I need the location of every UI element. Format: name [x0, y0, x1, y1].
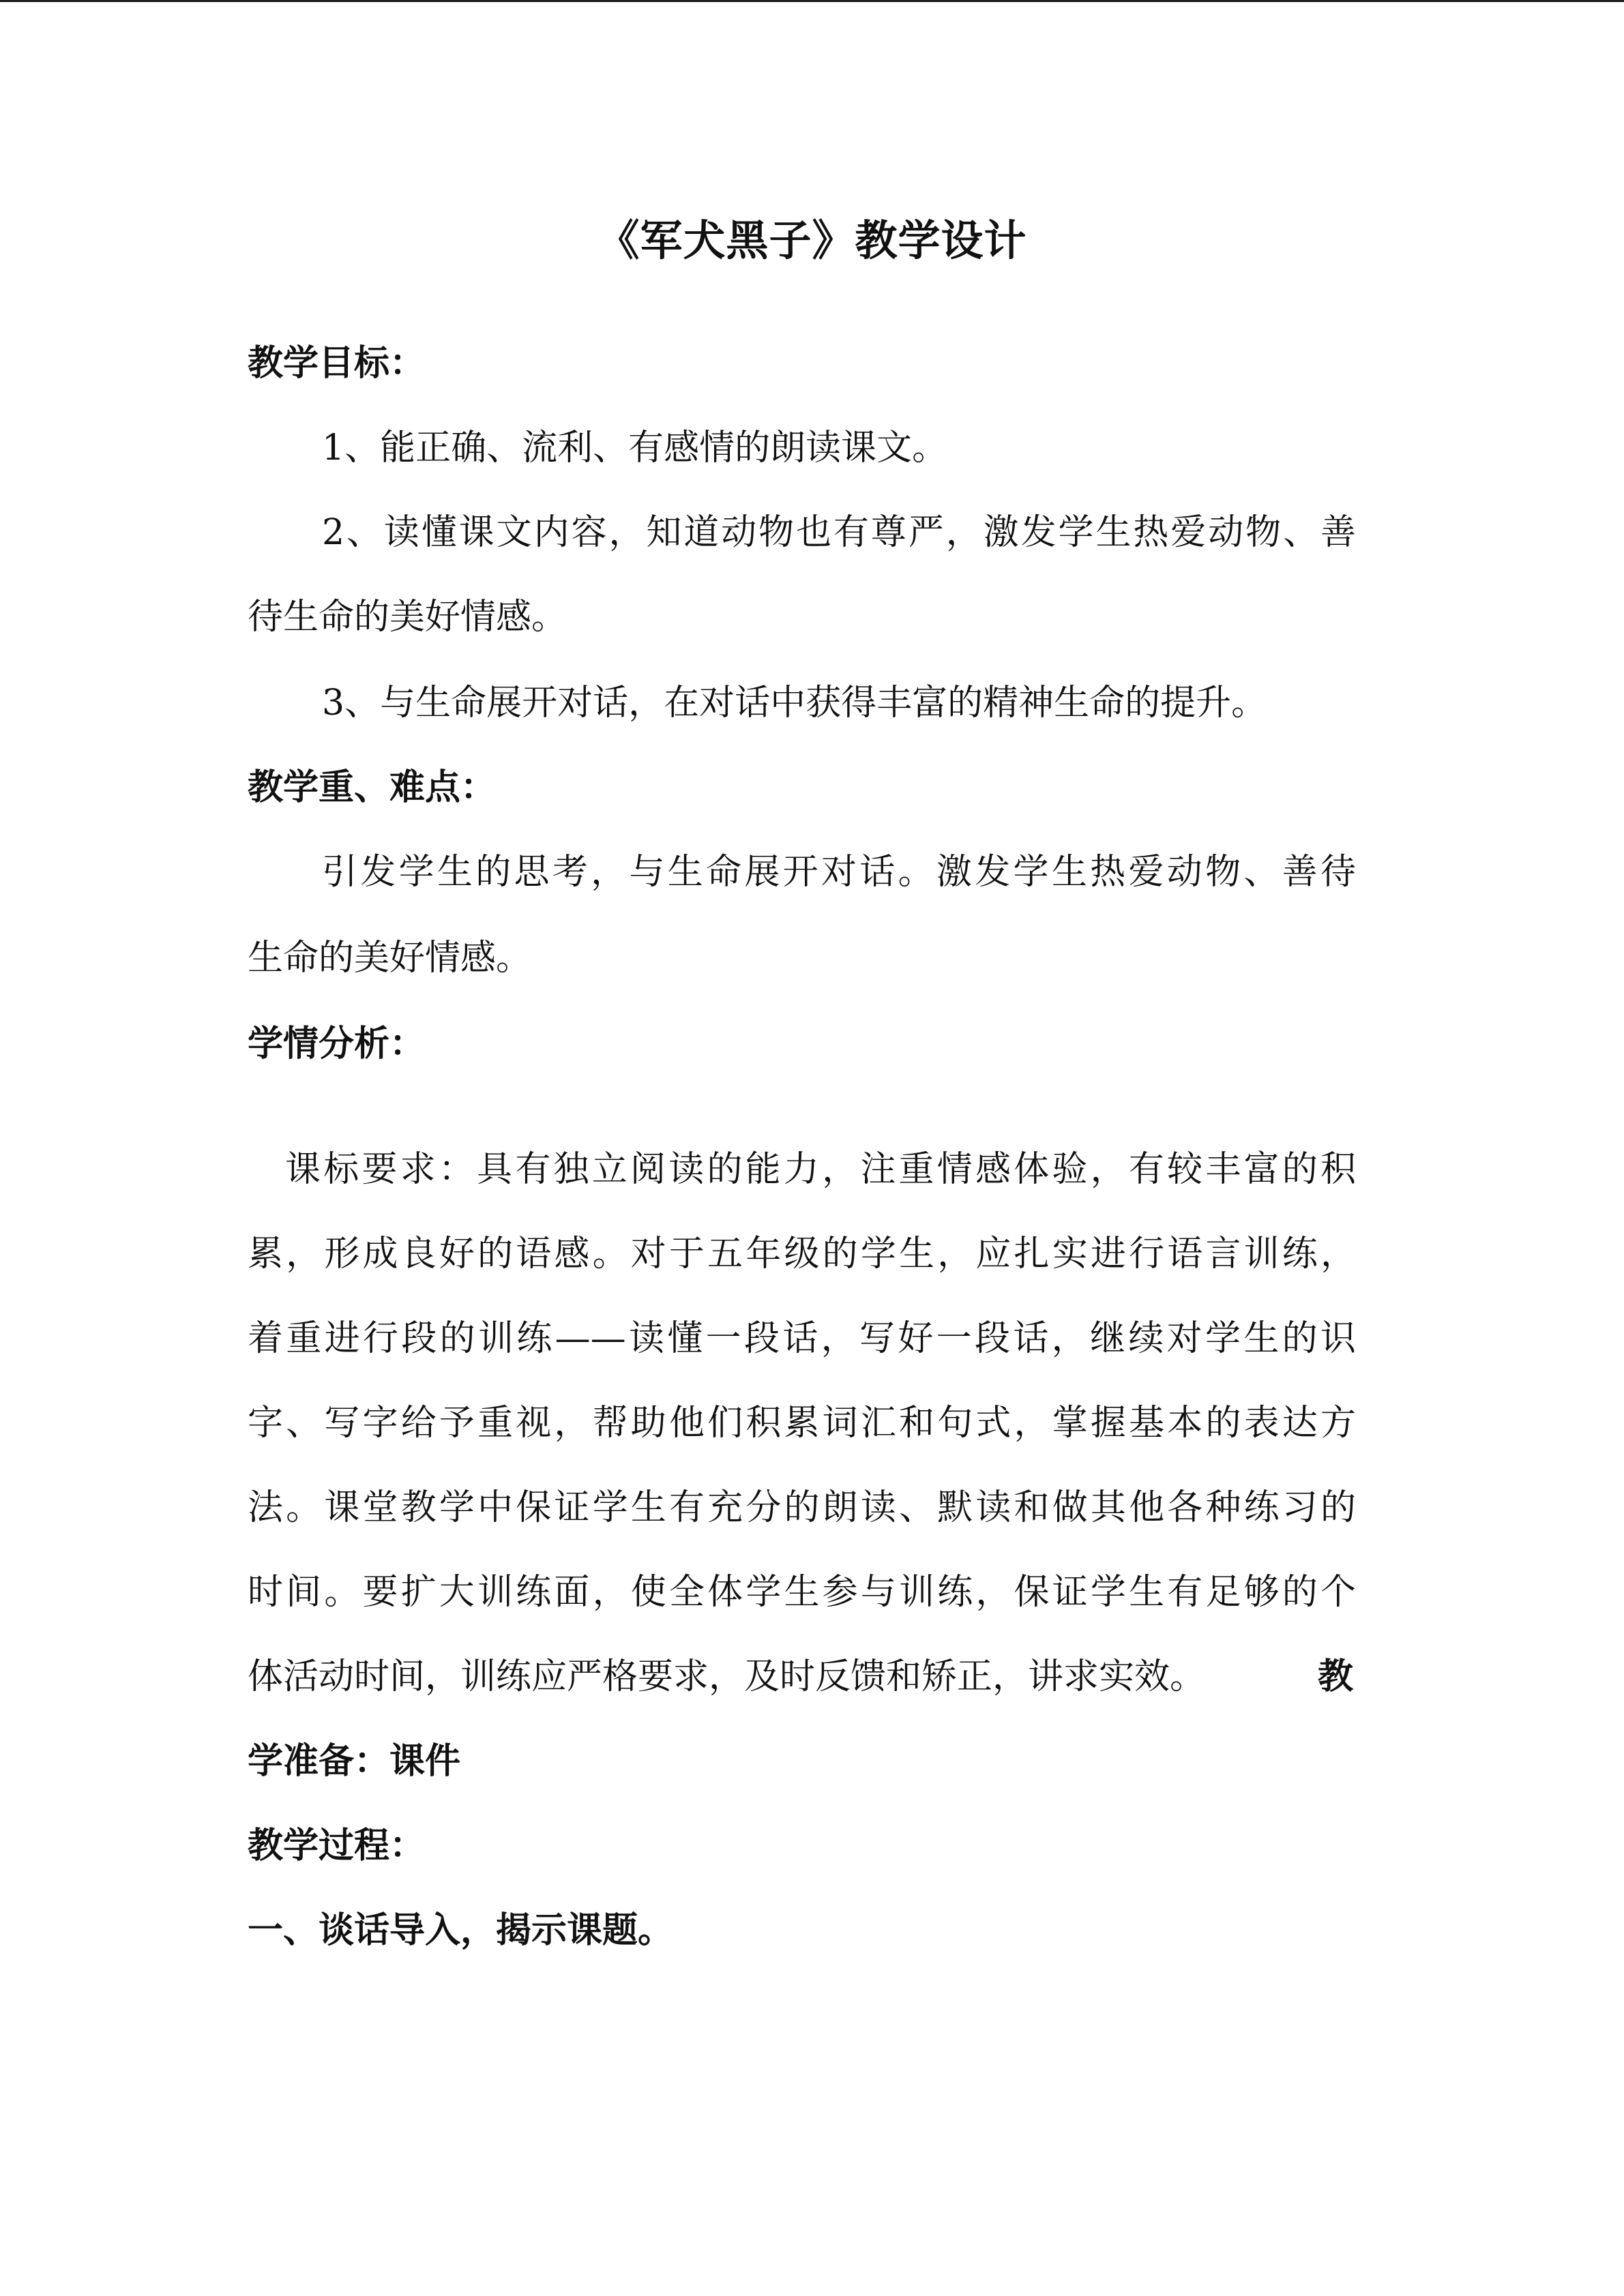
key-points-heading: 教学重、难点： [248, 766, 497, 808]
analysis-line-7: 体活动时间，训练应严格要求，及时反馈和矫正，讲求实效。 [248, 1656, 1206, 1697]
top-border [0, 0, 1624, 2]
analysis-line-1: 课标要求：具有独立阅读的能力，注重情感体验，有较丰富的积 [285, 1149, 1356, 1190]
process-step-1: 一、谈话导入，揭示课题。 [248, 1909, 674, 1951]
analysis-line-5: 法。课堂教学中保证学生有充分的朗读、默读和做其他各种练习的 [248, 1487, 1356, 1528]
preparation-heading: 学准备：课件 [248, 1740, 461, 1782]
key-points-line-2: 生命的美好情感。 [248, 938, 532, 979]
objectives-heading: 教学目标： [248, 342, 426, 384]
analysis-line-4: 字、写字给予重视，帮助他们积累词汇和句式，掌握基本的表达方 [248, 1403, 1356, 1444]
analysis-line-2: 累，形成良好的语感。对于五年级的学生，应扎实进行语言训练， [248, 1234, 1356, 1274]
analysis-line-3: 着重进行段的训练——读懂一段话，写好一段话，继续对学生的识 [248, 1318, 1356, 1359]
analysis-heading: 学情分析： [248, 1023, 426, 1064]
key-points-line-1: 引发学生的思考，与生命展开对话。激发学生热爱动物、善待 [322, 852, 1356, 893]
objective-item-2-line-1: 2、读懂课文内容，知道动物也有尊严，激发学生热爱动物、善 [322, 512, 1356, 553]
process-heading: 教学过程： [248, 1825, 426, 1866]
preparation-heading-start: 教 [1318, 1656, 1354, 1697]
document-title: 《军犬黑子》教学设计 [597, 215, 1027, 265]
analysis-line-6: 时间。要扩大训练面，使全体学生参与训练，保证学生有足够的个 [248, 1572, 1356, 1613]
objective-item-2-line-2: 待生命的美好情感。 [248, 597, 567, 638]
objective-item-3: 3、与生命展开对话，在对话中获得丰富的精神生命的提升。 [322, 683, 1267, 724]
objective-item-1: 1、能正确、流利、有感情的朗读课文。 [322, 428, 948, 468]
